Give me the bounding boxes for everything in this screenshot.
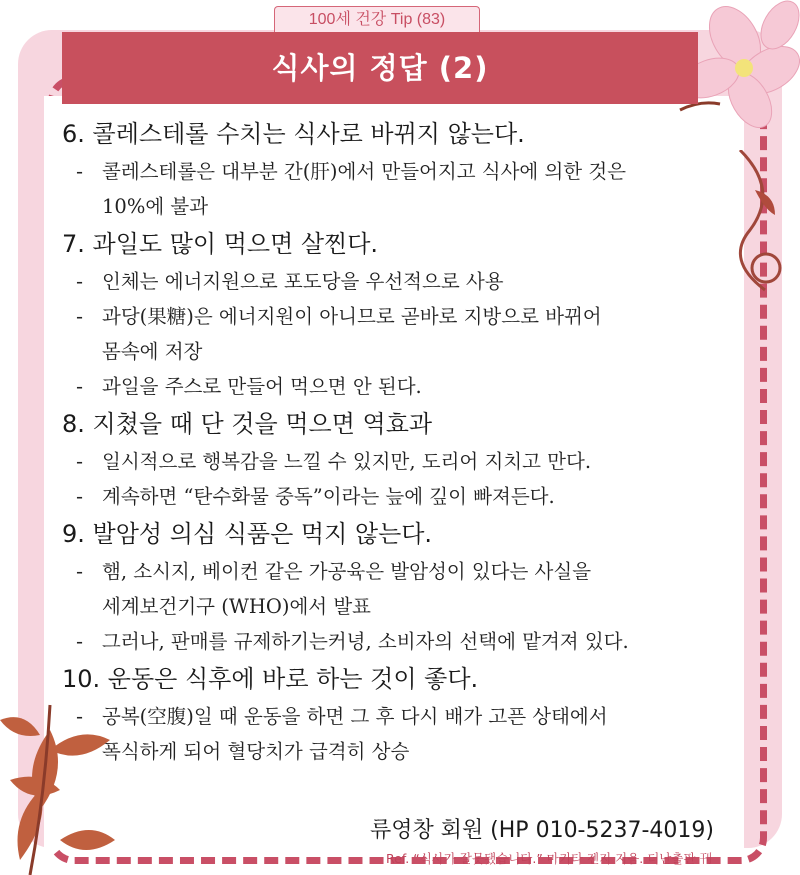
list-item <box>62 369 722 404</box>
list-item <box>62 624 722 659</box>
item-line: 일시적으로 행복감을 느낄 수 있지만, 도리어 지치고 만다. <box>102 450 592 473</box>
dash-bullet: - <box>76 630 84 653</box>
dash-bullet: - <box>76 485 84 508</box>
page-title: 식사의 정답 (2) <box>62 32 698 104</box>
article-body <box>62 116 722 769</box>
item-line: 그러나, 판매를 규제하기는커녕, 소비자의 선택에 맡겨져 있다. <box>102 630 629 653</box>
item-line: 과일을 주스로 만들어 먹으면 안 된다. <box>102 375 422 398</box>
dash-bullet: - <box>76 305 84 328</box>
dash-bullet: - <box>76 270 84 293</box>
section-title: 6. 콜레스테롤 수치는 식사로 바뀌지 않는다. <box>62 120 525 148</box>
item-line: 햄, 소시지, 베이컨 같은 가공육은 발암성이 있다는 사실을 <box>102 560 592 583</box>
list-item <box>62 299 722 369</box>
list-item <box>62 554 722 624</box>
item-line: 공복(空腹)일 때 운동을 하면 그 후 다시 배가 고픈 상태에서 <box>102 705 608 728</box>
list-item <box>62 479 722 514</box>
list-item <box>62 699 722 769</box>
list-item <box>62 154 722 224</box>
dash-bullet: - <box>76 375 84 398</box>
dash-bullet: - <box>76 450 84 473</box>
item-line: 인체는 에너지원으로 포도당을 우선적으로 사용 <box>102 270 504 293</box>
item-line: 몸속에 저장 <box>102 340 203 363</box>
dash-bullet: - <box>76 705 84 728</box>
item-line: 세계보건기구 (WHO)에서 발표 <box>102 595 372 618</box>
item-line: 폭식하게 되어 혈당치가 급격히 상승 <box>102 740 410 763</box>
list-item <box>62 264 722 299</box>
item-line: 콜레스테롤은 대부분 간(肝)에서 만들어지고 식사에 의한 것은 <box>102 160 626 183</box>
dash-bullet: - <box>76 560 84 583</box>
section-title: 9. 발암성 의심 식품은 먹지 않는다. <box>62 520 433 548</box>
section-title: 8. 지쳤을 때 단 것을 먹으면 역효과 <box>62 410 433 438</box>
tip-series-tag: 100세 건강 Tip (83) <box>274 6 480 33</box>
author-contact: 류영창 회원 (HP 010-5237-4019) <box>369 818 714 843</box>
list-item <box>62 444 722 479</box>
section-title: 10. 운동은 식후에 바로 하는 것이 좋다. <box>62 665 479 693</box>
dash-bullet: - <box>76 160 84 183</box>
item-line: 10%에 불과 <box>102 195 209 218</box>
item-line: 계속하면 “탄수화물 중독”이라는 늪에 깊이 빠져든다. <box>102 485 555 508</box>
reference-note: Ref. “식사가 잘못됐습니다.” 마키타 젠지 지음. 더난출판 刊 <box>386 851 712 866</box>
section-title: 7. 과일도 많이 먹으면 살찐다. <box>62 230 379 258</box>
item-line: 과당(果糖)은 에너지원이 아니므로 곧바로 지방으로 바뀌어 <box>102 305 602 328</box>
